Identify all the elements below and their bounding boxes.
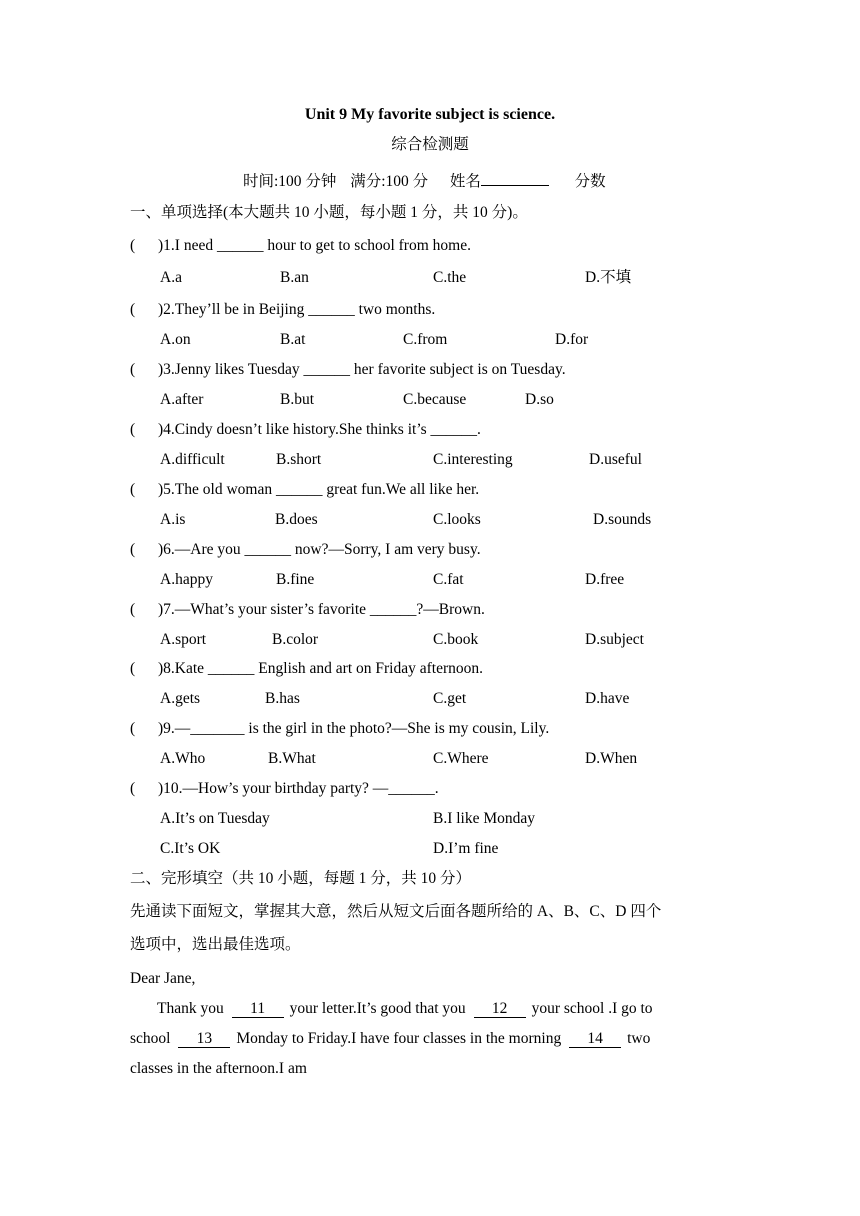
option-c: C.Where xyxy=(433,750,489,767)
question-text: )10.—How’s your birthday party? —______. xyxy=(158,780,439,797)
cloze-blank-13[interactable]: 13 xyxy=(178,1030,230,1048)
option-c: C.get xyxy=(433,690,467,707)
answer-paren[interactable]: ( xyxy=(130,660,136,677)
answer-paren[interactable]: ( xyxy=(130,541,136,558)
question-text: )2.They’ll be in Beijing ______ two months. xyxy=(158,301,436,318)
option-a: A.difficult xyxy=(160,451,225,468)
section1-heading: 一、单项选择(本大题共 10 小题，每小题 1 分，共 10 分)。 xyxy=(130,204,528,221)
option-b: B.What xyxy=(268,750,316,767)
question-text: )6.—Are you ______ now?—Sorry, I am very busy. xyxy=(158,541,481,558)
answer-paren[interactable]: ( xyxy=(130,361,136,378)
option-a: A.after xyxy=(160,391,204,408)
cloze-blank-12[interactable]: 12 xyxy=(474,1000,526,1018)
option-a: A.sport xyxy=(160,631,207,648)
option-d: D.useful xyxy=(589,451,642,468)
option-b: B.but xyxy=(280,391,315,408)
option-c: C.interesting xyxy=(433,451,513,468)
option-d: D.When xyxy=(585,750,638,767)
option-a: A.a xyxy=(160,269,182,286)
question-text: )8.Kate ______ English and art on Friday afternoon. xyxy=(158,660,483,677)
question-4 xyxy=(130,420,481,440)
question-text: )5.The old woman ______ great fun.We all like her. xyxy=(158,481,480,498)
option-b: B.does xyxy=(275,511,318,528)
answer-paren[interactable]: ( xyxy=(130,301,136,318)
question-10 xyxy=(130,779,439,799)
option-d: D.sounds xyxy=(593,511,652,528)
option-a: A.on xyxy=(160,331,191,348)
answer-paren[interactable]: ( xyxy=(130,237,136,254)
question-2 xyxy=(130,300,435,320)
question-text: )3.Jenny likes Tuesday ______ her favorite subject is on Tuesday. xyxy=(158,361,566,378)
option-c: C.the xyxy=(433,269,467,286)
full-score-label: 满分:100 分 xyxy=(350,173,429,190)
question-text: )7.—What’s your sister’s favorite ______?—Brown. xyxy=(158,601,485,618)
question-9 xyxy=(130,719,549,739)
option-c: C.from xyxy=(403,331,448,348)
section2-heading: 二、完形填空（共 10 小题，每题 1 分，共 10 分） xyxy=(130,870,472,887)
letter-line: Thank you 11 your letter.It’s good that you 12 your school .I go to xyxy=(157,1000,653,1017)
time-label: 时间:100 分钟 xyxy=(243,173,337,190)
score-label: 分数 xyxy=(574,173,606,190)
option-c: C.It’s OK xyxy=(160,840,221,857)
option-a: A.gets xyxy=(160,690,201,707)
option-a: A.happy xyxy=(160,571,213,588)
option-d: D.so xyxy=(525,391,554,408)
answer-paren[interactable]: ( xyxy=(130,601,136,618)
option-d: D.for xyxy=(555,331,589,348)
cloze-blank-14[interactable]: 14 xyxy=(569,1030,621,1048)
section2-instruction-cont: 选项中，选出最佳选项。 xyxy=(130,936,301,953)
question-5 xyxy=(130,480,479,500)
exam-info xyxy=(243,170,606,192)
option-b: B.short xyxy=(276,451,322,468)
option-b: B.I like Monday xyxy=(433,810,536,827)
question-8 xyxy=(130,659,483,679)
option-c: C.book xyxy=(433,631,479,648)
question-7 xyxy=(130,600,485,620)
page-title: Unit 9 My favorite subject is science. xyxy=(304,106,556,123)
option-c: C.because xyxy=(403,391,467,408)
option-a: A.is xyxy=(160,511,186,528)
letter-line: classes in the afternoon.I am xyxy=(130,1060,307,1077)
name-label: 姓名 xyxy=(449,173,481,190)
letter-greeting: Dear Jane, xyxy=(130,970,196,987)
option-b: B.has xyxy=(265,690,300,707)
option-a: A.It’s on Tuesday xyxy=(160,810,270,827)
option-b: B.at xyxy=(280,331,306,348)
option-d: D.I’m fine xyxy=(433,840,499,857)
question-text: )9.—_______ is the girl in the photo?—She is my cousin, Lily. xyxy=(158,720,550,737)
letter-line: school 13 Monday to Friday.I have four classes in the morning 14 two xyxy=(130,1030,651,1047)
question-3 xyxy=(130,360,566,380)
cloze-blank-11[interactable]: 11 xyxy=(232,1000,284,1018)
option-a: A.Who xyxy=(160,750,206,767)
section2-instruction: 先通读下面短文，掌握其大意，然后从短文后面各题所给的 A、B、C、D 四个 xyxy=(130,903,662,920)
option-d: D.have xyxy=(585,690,630,707)
option-c: C.fat xyxy=(433,571,464,588)
name-blank[interactable] xyxy=(481,170,549,186)
option-c: C.looks xyxy=(433,511,481,528)
option-b: B.fine xyxy=(276,571,315,588)
answer-paren[interactable]: ( xyxy=(130,780,136,797)
option-d: D.subject xyxy=(585,631,644,648)
question-text: )1.I need ______ hour to get to school from home. xyxy=(158,237,471,254)
option-b: B.color xyxy=(272,631,319,648)
answer-paren[interactable]: ( xyxy=(130,720,136,737)
answer-paren[interactable]: ( xyxy=(130,421,136,438)
question-1 xyxy=(130,236,471,256)
option-d: D.不填 xyxy=(585,269,632,286)
answer-paren[interactable]: ( xyxy=(130,481,136,498)
option-d: D.free xyxy=(585,571,625,588)
question-text: )4.Cindy doesn’t like history.She thinks it’s ______. xyxy=(158,421,481,438)
page-subtitle: 综合检测题 xyxy=(391,136,469,153)
option-b: B.an xyxy=(280,269,309,286)
question-6 xyxy=(130,540,481,560)
